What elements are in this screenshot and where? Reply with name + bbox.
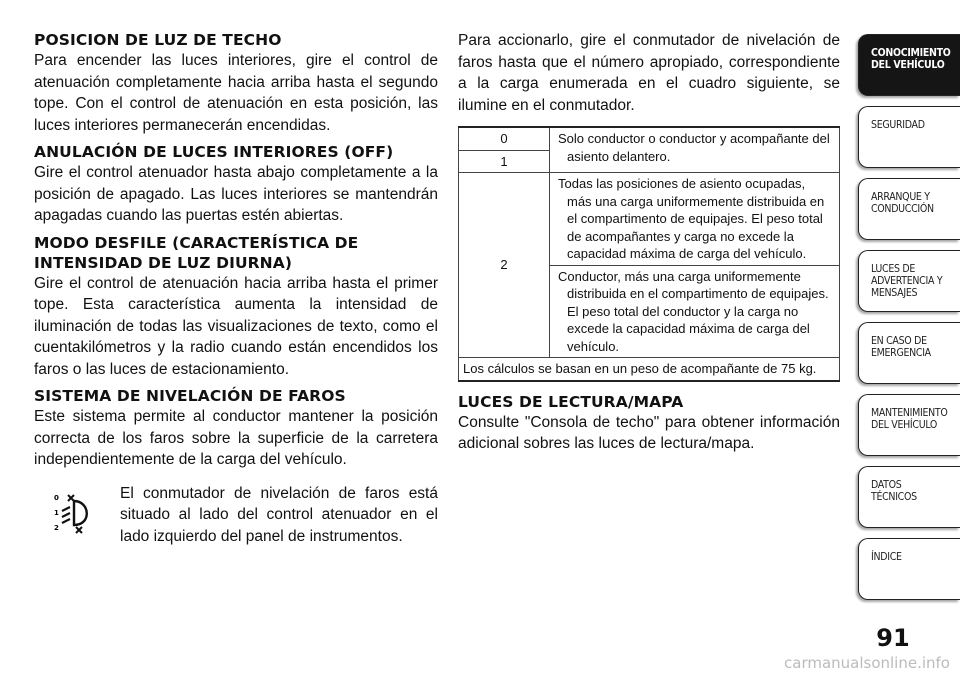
section-body-reading-lights: Consulte "Consola de techo" para obtener información adicional sobres las luces de lectura/mapa. xyxy=(458,413,840,452)
tab-label-line2: EMERGENCIA xyxy=(871,347,931,359)
section-title-parade-mode xyxy=(34,233,438,273)
section-body-parade-mode: Gire el control de atenuación hacia arriba hasta el primer tope. Esta característica aumenta la intensidad de iluminación de todas las visualizaciones de texto, como el cuentakilómetros y la radio cuando están encendidos los faros o las luces de estacionamiento. xyxy=(34,274,438,378)
table-row xyxy=(459,173,840,266)
section-title-parade-mode-line1: MODO DESFILE (CARACTERÍSTICA DE xyxy=(34,233,359,252)
section-title-reading-lights: LUCES DE LECTURA/MAPA xyxy=(458,392,684,411)
tab-label-line3: MENSAJES xyxy=(871,287,918,299)
table-cell-position-0: 0 xyxy=(459,127,550,150)
left-column xyxy=(34,30,438,547)
table-row xyxy=(459,358,840,381)
leveling-switch-note xyxy=(34,483,438,548)
icon-label-1: 1 xyxy=(54,508,59,517)
watermark: carmanualsonline.info xyxy=(784,654,950,672)
table-cell-desc-2a xyxy=(550,173,840,266)
section-title-parade-mode-line2: INTENSIDAD DE LUZ DIURNA) xyxy=(34,253,293,272)
tab-seguridad[interactable] xyxy=(858,106,960,168)
chapter-tabs xyxy=(858,34,960,610)
table-footnote: Los cálculos se basan en un peso de acompañante de 75 kg. xyxy=(459,358,840,381)
tab-label-line1: ÍNDICE xyxy=(871,551,902,563)
tab-luces-de-advertencia[interactable] xyxy=(858,250,960,312)
tab-arranque-y-conduccion[interactable] xyxy=(858,178,960,240)
leveling-switch-note-text: El conmutador de nivelación de faros está situado al lado del control atenuador en el lado izquierdo del panel de instrumentos. xyxy=(120,484,438,545)
tab-label-line1: CONOCIMIENTO xyxy=(871,47,951,59)
tab-label-line2: DEL VEHÍCULO xyxy=(871,419,938,431)
table-desc-0-1-text: Solo conductor o conductor y acompañante del asiento delantero. xyxy=(558,131,830,164)
tab-label-line2: TÉCNICOS xyxy=(871,491,917,503)
section-title-roof-light: POSICION DE LUZ DE TECHO xyxy=(34,31,282,49)
tab-label-line1: LUCES DE xyxy=(871,263,916,275)
tab-label-line2: DEL VEHÍCULO xyxy=(871,59,945,71)
tab-label-line1: MANTENIMIENTO xyxy=(871,407,948,419)
tab-label-line1: DATOS xyxy=(871,479,902,491)
tab-label-line1: ARRANQUE Y xyxy=(871,191,930,203)
tab-label-line2: ADVERTENCIA Y xyxy=(871,275,943,287)
tab-indice[interactable] xyxy=(858,538,960,600)
tab-conocimiento-del-vehiculo[interactable] xyxy=(858,34,960,96)
page-number: 91 xyxy=(876,624,910,652)
table-cell-desc-0-1 xyxy=(550,127,840,173)
tab-mantenimiento[interactable] xyxy=(858,394,960,456)
table-cell-position-1: 1 xyxy=(459,150,550,173)
table-desc-2b-text: Conductor, más una carga uniformemente distribuida en el compartimento de equipajes. El peso total del conductor y la carga no excede la capacidad máxima de carga del vehículo. xyxy=(558,268,829,354)
icon-label-0: 0 xyxy=(54,493,59,502)
right-column xyxy=(458,30,840,461)
section-body-headlamp-leveling: Este sistema permite al conductor mantener la posición correcta de los faros sobre la superficie de la carretera independientemente de la carga del vehículo. xyxy=(34,408,438,468)
tab-en-caso-de-emergencia[interactable] xyxy=(858,322,960,384)
leveling-intro: Para accionarlo, gire el conmutador de nivelación de faros hasta que el número apropiado, correspondiente a la carga enumerada en el cuadro siguiente, se ilumine en el conmutador. xyxy=(458,32,840,114)
tab-label-line1: SEGURIDAD xyxy=(871,119,925,131)
tab-label-line1: EN CASO DE xyxy=(871,335,927,347)
table-row xyxy=(459,127,840,150)
tab-label-line2: CONDUCCIÓN xyxy=(871,203,934,215)
leveling-load-table xyxy=(458,126,840,382)
table-desc-2a-text: Todas las posiciones de asiento ocupadas, más una carga uniformemente distribuida en el compartimento de equipajes. El peso total de acompañantes y carga no excede la capacidad máxima de carga del vehículo. xyxy=(558,176,825,261)
headlamp-leveling-icon xyxy=(54,491,98,535)
section-title-headlamp-leveling: SISTEMA DE NIVELACIÓN DE FAROS xyxy=(34,387,346,405)
tab-datos-tecnicos[interactable] xyxy=(858,466,960,528)
table-cell-position-2: 2 xyxy=(459,173,550,358)
section-body-roof-light: Para encender las luces interiores, gire el control de atenuación completamente hacia arriba hasta el segundo tope. Con el control de atenuación en esta posición, las luces interiores permanecerán encendidas. xyxy=(34,52,438,134)
section-body-interior-off: Gire el control atenuador hasta abajo completamente a la posición de apagado. Las luces interiores se mantendrán apagadas cuando las puertas estén abiertas. xyxy=(34,164,438,224)
icon-label-2: 2 xyxy=(54,523,59,532)
section-title-interior-off: ANULACIÓN DE LUCES INTERIORES (OFF) xyxy=(34,143,394,161)
table-cell-desc-2b xyxy=(550,265,840,358)
